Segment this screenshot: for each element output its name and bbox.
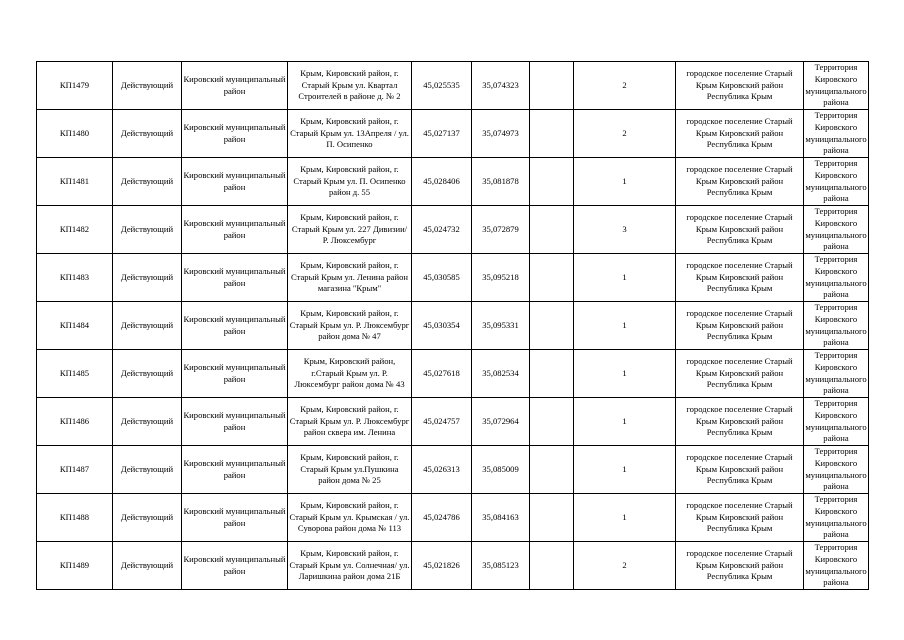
settlement-cell: городское поселение Старый Крым Кировский район Республика Крым (676, 206, 804, 254)
settlement-cell: городское поселение Старый Крым Кировский район Республика Крым (676, 542, 804, 590)
table-row (37, 542, 869, 590)
status-cell: Действующий (113, 350, 182, 398)
settlement-cell: городское поселение Старый Крым Кировский район Республика Крым (676, 110, 804, 158)
district-cell: Кировский муниципальный район (182, 158, 288, 206)
longitude-cell: 35,072879 (472, 206, 530, 254)
count-cell: 1 (574, 254, 676, 302)
address-cell: Крым, Кировский район, г. Старый Крым ул. Ленина район магазина "Крым" (288, 254, 412, 302)
status-cell: Действующий (113, 302, 182, 350)
territory-cell: Территория Кировского муниципального района (804, 110, 869, 158)
empty-cell (530, 254, 574, 302)
table-row (37, 158, 869, 206)
table-row (37, 254, 869, 302)
document-page (36, 61, 868, 590)
longitude-cell: 35,074973 (472, 110, 530, 158)
district-cell: Кировский муниципальный район (182, 206, 288, 254)
table-row (37, 302, 869, 350)
address-cell: Крым, Кировский район, г. Старый Крым ул. Солнечная/ ул. Ларишкина район дома 21Б (288, 542, 412, 590)
latitude-cell: 45,027137 (412, 110, 472, 158)
count-cell: 1 (574, 350, 676, 398)
status-cell: Действующий (113, 254, 182, 302)
latitude-cell: 45,030585 (412, 254, 472, 302)
address-cell: Крым, Кировский район, г. Старый Крым ул. Квартал Строителей в районе д. № 2 (288, 62, 412, 110)
point-id-cell: КП1487 (37, 446, 113, 494)
count-cell: 1 (574, 446, 676, 494)
point-id-cell: КП1488 (37, 494, 113, 542)
status-cell: Действующий (113, 110, 182, 158)
territory-cell: Территория Кировского муниципального района (804, 446, 869, 494)
address-cell: Крым, Кировский район, г. Старый Крым ул. Крымская / ул. Суворова район дома № 113 (288, 494, 412, 542)
empty-cell (530, 350, 574, 398)
empty-cell (530, 110, 574, 158)
empty-cell (530, 158, 574, 206)
empty-cell (530, 542, 574, 590)
address-cell: Крым, Кировский район, г.Старый Крым ул. Р. Люксембург район дома № 43 (288, 350, 412, 398)
table-row (37, 206, 869, 254)
district-cell: Кировский муниципальный район (182, 110, 288, 158)
status-cell: Действующий (113, 494, 182, 542)
latitude-cell: 45,030354 (412, 302, 472, 350)
status-cell: Действующий (113, 398, 182, 446)
table-row (37, 350, 869, 398)
point-id-cell: КП1480 (37, 110, 113, 158)
district-cell: Кировский муниципальный район (182, 302, 288, 350)
settlement-cell: городское поселение Старый Крым Кировский район Республика Крым (676, 254, 804, 302)
district-cell: Кировский муниципальный район (182, 62, 288, 110)
longitude-cell: 35,085009 (472, 446, 530, 494)
empty-cell (530, 62, 574, 110)
point-id-cell: КП1482 (37, 206, 113, 254)
count-cell: 1 (574, 494, 676, 542)
territory-cell: Территория Кировского муниципального района (804, 542, 869, 590)
point-id-cell: КП1479 (37, 62, 113, 110)
registry-table (36, 61, 869, 590)
address-cell: Крым, Кировский район, г. Старый Крым ул. П. Осипенко район д. 55 (288, 158, 412, 206)
settlement-cell: городское поселение Старый Крым Кировский район Республика Крым (676, 494, 804, 542)
district-cell: Кировский муниципальный район (182, 254, 288, 302)
settlement-cell: городское поселение Старый Крым Кировский район Республика Крым (676, 350, 804, 398)
status-cell: Действующий (113, 446, 182, 494)
territory-cell: Территория Кировского муниципального района (804, 350, 869, 398)
latitude-cell: 45,024757 (412, 398, 472, 446)
empty-cell (530, 302, 574, 350)
latitude-cell: 45,028406 (412, 158, 472, 206)
latitude-cell: 45,024732 (412, 206, 472, 254)
district-cell: Кировский муниципальный район (182, 446, 288, 494)
point-id-cell: КП1489 (37, 542, 113, 590)
district-cell: Кировский муниципальный район (182, 350, 288, 398)
empty-cell (530, 446, 574, 494)
longitude-cell: 35,081878 (472, 158, 530, 206)
territory-cell: Территория Кировского муниципального района (804, 206, 869, 254)
district-cell: Кировский муниципальный район (182, 398, 288, 446)
point-id-cell: КП1483 (37, 254, 113, 302)
district-cell: Кировский муниципальный район (182, 542, 288, 590)
point-id-cell: КП1486 (37, 398, 113, 446)
empty-cell (530, 398, 574, 446)
count-cell: 1 (574, 398, 676, 446)
latitude-cell: 45,024786 (412, 494, 472, 542)
territory-cell: Территория Кировского муниципального района (804, 398, 869, 446)
settlement-cell: городское поселение Старый Крым Кировский район Республика Крым (676, 398, 804, 446)
settlement-cell: городское поселение Старый Крым Кировский район Республика Крым (676, 302, 804, 350)
latitude-cell: 45,026313 (412, 446, 472, 494)
address-cell: Крым, Кировский район, г. Старый Крым ул.Пушкина район дома № 25 (288, 446, 412, 494)
status-cell: Действующий (113, 206, 182, 254)
count-cell: 2 (574, 62, 676, 110)
point-id-cell: КП1481 (37, 158, 113, 206)
territory-cell: Территория Кировского муниципального района (804, 494, 869, 542)
count-cell: 1 (574, 302, 676, 350)
status-cell: Действующий (113, 158, 182, 206)
point-id-cell: КП1485 (37, 350, 113, 398)
empty-cell (530, 494, 574, 542)
count-cell: 2 (574, 542, 676, 590)
count-cell: 1 (574, 158, 676, 206)
address-cell: Крым, Кировский район, г. Старый Крым ул. Р. Люксембург район сквера им. Ленина (288, 398, 412, 446)
longitude-cell: 35,095331 (472, 302, 530, 350)
latitude-cell: 45,021826 (412, 542, 472, 590)
address-cell: Крым, Кировский район, г. Старый Крым ул. Р. Люксембург район дома № 47 (288, 302, 412, 350)
latitude-cell: 45,027618 (412, 350, 472, 398)
settlement-cell: городское поселение Старый Крым Кировский район Республика Крым (676, 62, 804, 110)
longitude-cell: 35,084163 (472, 494, 530, 542)
table-row (37, 494, 869, 542)
settlement-cell: городское поселение Старый Крым Кировский район Республика Крым (676, 158, 804, 206)
point-id-cell: КП1484 (37, 302, 113, 350)
territory-cell: Территория Кировского муниципального района (804, 254, 869, 302)
empty-cell (530, 206, 574, 254)
settlement-cell: городское поселение Старый Крым Кировский район Республика Крым (676, 446, 804, 494)
territory-cell: Территория Кировского муниципального района (804, 158, 869, 206)
status-cell: Действующий (113, 62, 182, 110)
longitude-cell: 35,072964 (472, 398, 530, 446)
longitude-cell: 35,095218 (472, 254, 530, 302)
table-body (37, 62, 869, 590)
territory-cell: Территория Кировского муниципального района (804, 62, 869, 110)
district-cell: Кировский муниципальный район (182, 494, 288, 542)
count-cell: 2 (574, 110, 676, 158)
territory-cell: Территория Кировского муниципального района (804, 302, 869, 350)
status-cell: Действующий (113, 542, 182, 590)
longitude-cell: 35,082534 (472, 350, 530, 398)
address-cell: Крым, Кировский район, г. Старый Крым ул. 13Апреля / ул. П. Осипенко (288, 110, 412, 158)
longitude-cell: 35,085123 (472, 542, 530, 590)
table-row (37, 398, 869, 446)
table-row (37, 62, 869, 110)
address-cell: Крым, Кировский район, г. Старый Крым ул. 227 Дивизии/ Р. Люксембург (288, 206, 412, 254)
table-row (37, 446, 869, 494)
table-row (37, 110, 869, 158)
latitude-cell: 45,025535 (412, 62, 472, 110)
longitude-cell: 35,074323 (472, 62, 530, 110)
count-cell: 3 (574, 206, 676, 254)
